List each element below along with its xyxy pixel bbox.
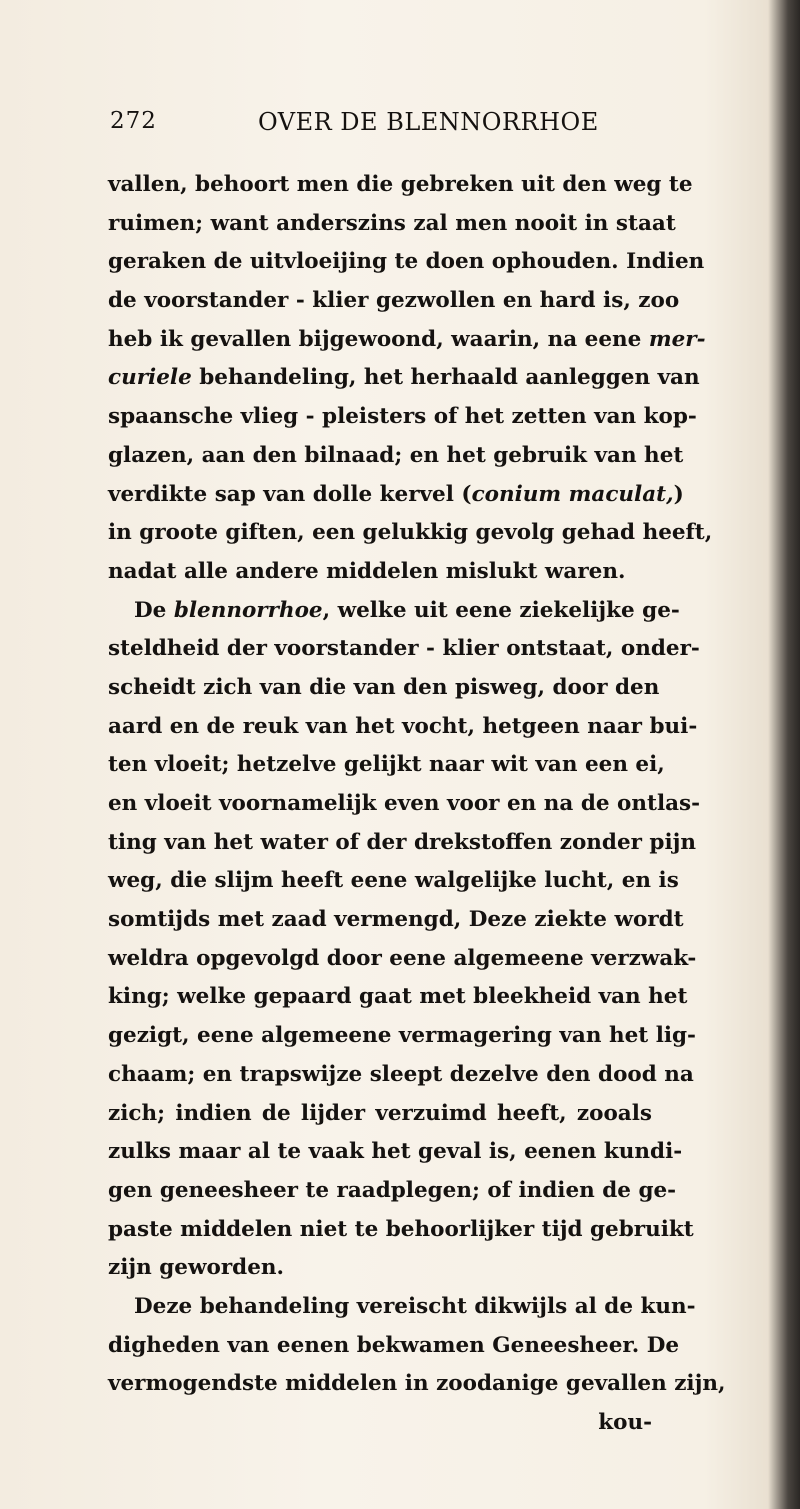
text-line — [108, 553, 652, 592]
text-line — [108, 1133, 683, 1172]
italic-text: mer- — [648, 326, 706, 352]
text-line — [108, 1404, 652, 1443]
page-header — [110, 108, 650, 148]
text-span: spaansche vlieg - pleisters of het zetten van kop- — [108, 404, 697, 430]
text-line — [108, 166, 693, 205]
body-text — [108, 166, 726, 1443]
text-span: somtijds met zaad vermengd, Deze ziekte wordt — [108, 907, 684, 933]
text-line — [108, 282, 680, 321]
text-span: digheden van eenen bekwamen Geneesheer. De — [108, 1332, 680, 1358]
text-line — [108, 476, 684, 515]
text-span: ting van het water of der drekstoffen zonder pijn — [108, 829, 697, 855]
text-line — [108, 978, 688, 1017]
text-line — [108, 514, 713, 553]
running-head: OVER DE BLENNORRHOE — [258, 108, 599, 136]
text-line — [108, 205, 676, 244]
text-span: ruimen; want anderszins zal men nooit in staat — [108, 210, 676, 236]
text-span: , welke uit eene ziekelijke ge- — [322, 597, 680, 623]
page-number: 272 — [110, 108, 157, 134]
text-line — [108, 1095, 652, 1134]
text-span: gen geneesheer te raadplegen; of indien de ge- — [108, 1177, 677, 1203]
text-line — [108, 1327, 680, 1366]
text-span: weldra opgevolgd door eene algemeene verzwak- — [108, 945, 697, 971]
text-line — [108, 862, 679, 901]
text-span: geraken de uitvloeijing te doen ophouden. Indien — [108, 249, 705, 275]
text-span: en vloeit voornamelijk even voor en na de ontlas- — [108, 791, 701, 816]
text-line — [108, 398, 697, 437]
text-line — [108, 940, 697, 979]
text-span: kou- — [598, 1410, 652, 1435]
text-line — [108, 1288, 696, 1327]
text-span: de voorstander - klier gezwollen en hard is, zoo — [108, 288, 680, 314]
text-line — [108, 1211, 694, 1250]
text-line — [108, 243, 705, 282]
text-span: aard en de reuk van het vocht, hetgeen naar bui- — [108, 713, 698, 739]
text-span: zich; indien de lijder verzuimd heeft, zooals — [108, 1100, 652, 1126]
text-line — [108, 1249, 652, 1288]
text-line — [108, 1056, 694, 1095]
text-span: paste middelen niet te behoorlijker tijd gebruikt — [108, 1216, 694, 1242]
text-span: steldheid der voorstander - klier ontstaat, onder- — [108, 636, 700, 662]
text-line — [108, 1017, 696, 1056]
text-span: scheidt zich van die van den pisweg, door den — [108, 674, 660, 700]
text-span: behandeling, het herhaald aanleggen van — [191, 365, 700, 391]
text-line — [108, 785, 701, 824]
text-line — [108, 746, 665, 785]
text-span: heb ik gevallen bijgewoond, waarin, na eene — [108, 326, 649, 352]
text-span: zijn geworden. — [108, 1255, 284, 1281]
text-span: De — [134, 597, 174, 623]
text-line — [108, 359, 700, 398]
text-span: Deze behandeling vereischt dikwijls al de kun- — [134, 1293, 696, 1319]
italic-text: conium maculat, — [471, 481, 674, 507]
text-line — [108, 1172, 677, 1211]
text-line — [108, 1365, 726, 1404]
text-line — [108, 630, 700, 669]
text-span: nadat alle andere middelen mislukt waren. — [108, 558, 626, 584]
text-span: ) — [673, 481, 684, 507]
text-line — [108, 708, 698, 747]
text-span: chaam; en trapswijze sleept dezelve den dood na — [108, 1061, 694, 1087]
text-line — [108, 824, 697, 863]
text-line — [108, 437, 684, 476]
text-span: glazen, aan den bilnaad; en het gebruik van het — [108, 442, 684, 468]
text-line — [108, 669, 660, 708]
italic-text: curiele — [108, 365, 192, 391]
text-line — [108, 901, 684, 940]
text-span: zulks maar al te vaak het geval is, eenen kundi- — [108, 1139, 683, 1165]
text-line — [108, 592, 680, 631]
text-span: king; welke gepaard gaat met bleekheid van het — [108, 984, 688, 1010]
text-span: in groote giften, een gelukkig gevolg gehad heeft, — [108, 520, 713, 546]
text-span: gezigt, eene algemeene vermagering van het lig- — [108, 1023, 696, 1049]
text-span: verdikte sap van dolle kervel ( — [108, 481, 472, 507]
text-span: ten vloeit; hetzelve gelijkt naar wit van een ei, — [108, 752, 665, 778]
text-span: vallen, behoort men die gebreken uit den weg te — [108, 172, 693, 197]
text-span: vermogendste middelen in zoodanige gevallen zijn, — [108, 1371, 726, 1397]
text-span: weg, die slijm heeft eene walgelijke lucht, en is — [108, 868, 679, 894]
italic-text: blennorrhoe — [173, 597, 323, 623]
text-line — [108, 321, 706, 360]
